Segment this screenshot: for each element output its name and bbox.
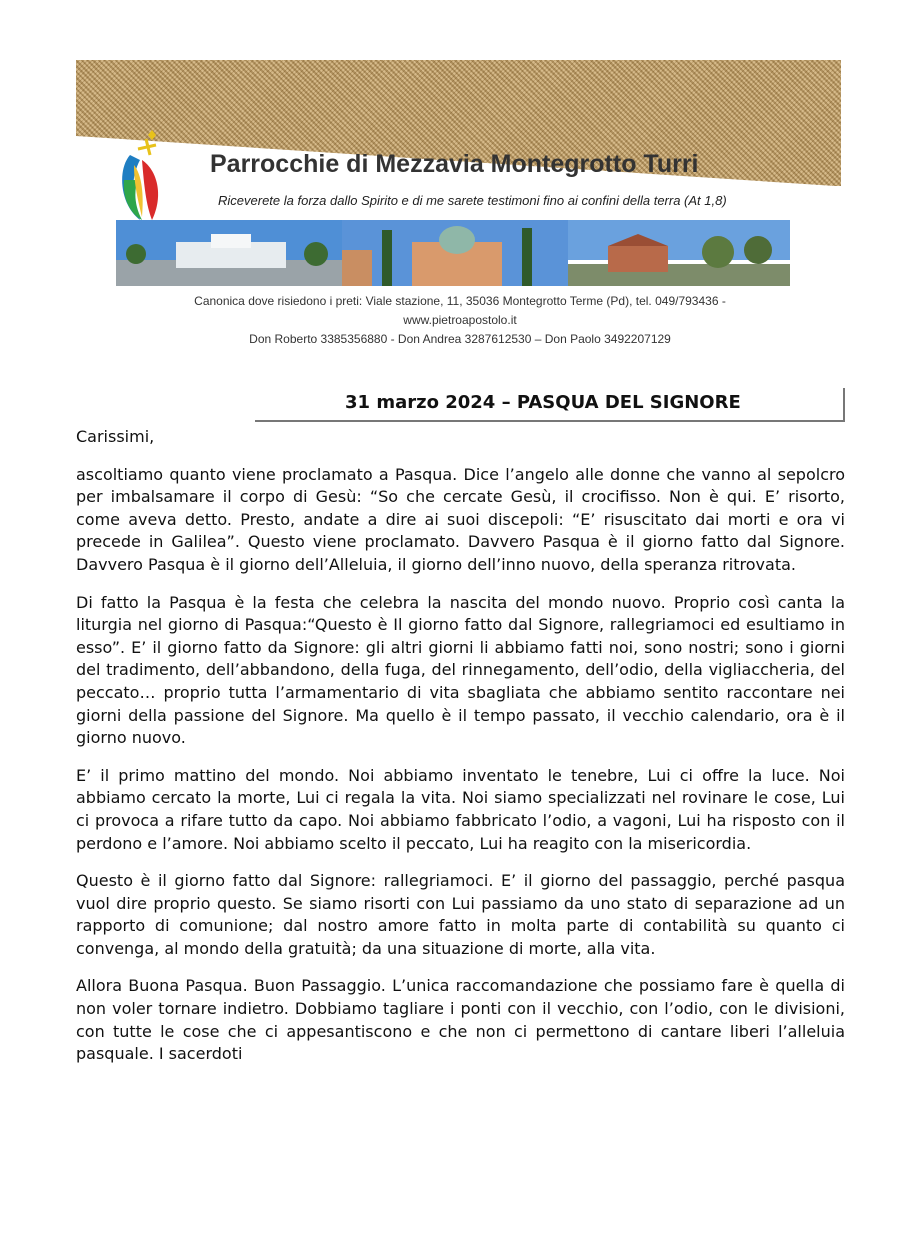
church-photo-mezzavia (116, 220, 342, 286)
date-heading: 31 marzo 2024 – PASQUA DEL SIGNORE (345, 392, 741, 413)
paragraph-1: ascoltiamo quanto viene proclamato a Pasqua. Dice l’angelo alle donne che vanno al sepolcro per imbalsamare il corpo di Gesù: “So che cercate Gesù, il crocifisso. Non è qui. E’ risorto, come aveva detto. Presto, andate a dire ai suoi discepoli: “E’ risuscitato dai morti e ora vi precede in Galilea”. Questo viene proclamato. Davvero Pasqua è il giorno fatto dal Signore. Davvero Pasqua è il giorno dell’Alleluia, il giorno dell’inno nuovo, della speranza ritrovata. (76, 464, 845, 574)
church-photo-strip (116, 220, 790, 286)
letter-body (76, 426, 845, 1081)
parish-title: Parrocchie di Mezzavia Montegrotto Turri (210, 150, 699, 178)
paragraph-5: Allora Buona Pasqua. Buon Passaggio. L’unica raccomandazione che possiamo fare è quella di non voler tornare indietro. Dobbiamo tagliare i ponti con il vecchio, con l’odio, con le divisioni, con tutte le cose che ci appesantiscono e che non ci permettono di cantare liberi l’alleluia pasquale. I sacerdoti (76, 976, 845, 1064)
greeting: Carissimi, (76, 427, 155, 446)
paragraph-2: Di fatto la Pasqua è la festa che celebra la nascita del mondo nuovo. Proprio così canta la liturgia nel giorno di Pasqua:“Questo è Il giorno fatto dal Signore, rallegriamoci ed esultiamo in esso”. E’ il giorno fatto da Signore: gli altri giorni li abbiamo fatti noi, sono nostri; sono i giorni del tradimento, dell’abbandono, della fuga, del rinnegamento, dell’odio, della vigliaccheria, del peccato… proprio tutta l’armamentario di vita sbagliata che abbiamo sentito raccontare nei giorni della passione del Signore. Ma quello è il tempo passato, il vecchio calendario, ora è il giorno nuovo. (76, 592, 845, 748)
parish-tagline: Riceverete la forza dallo Spirito e di me sarete testimoni fino ai confini della terra (At 1,8) (218, 193, 727, 208)
church-photo-montegrotto (342, 220, 568, 286)
church-photo-turri (568, 220, 790, 286)
paragraph-3: E’ il primo mattino del mondo. Noi abbiamo inventato le tenebre, Lui ci offre la luce. Noi abbiamo cercato la morte, Lui ci regala la vita. Noi siamo specializzati nel rovinare le cose, Lui ci provoca a rifare tutto da capo. Noi abbiamo fabbricato l’odio, a vagoni, Lui ha risposto con il perdono e l’amore. Noi abbiamo scelto il peccato, Lui ha reagito con la misericordia. (76, 765, 845, 853)
address-line: Canonica dove risiedono i preti: Viale stazione, 11, 35036 Montegrotto Terme (Pd), tel. 049/793436 - (194, 294, 726, 308)
priest-contacts: Don Roberto 3385356880 - Don Andrea 3287612530 – Don Paolo 3492207129 (249, 332, 671, 346)
paragraph-4: Questo è il giorno fatto dal Signore: rallegriamoci. E’ il giorno del passaggio, perché pasqua vuol dire proprio questo. Se siamo risorti con Lui passiamo da uno stato di separazione ad un rapporto di comunione; dal nostro amore fatto in molta parte di contabilità su quanto ci convenga, al mondo della gratuità; da una situazione di morte, alla vita. (76, 871, 845, 958)
parish-logo (112, 125, 172, 225)
website-link[interactable]: www.pietroapostolo.it (403, 313, 517, 327)
